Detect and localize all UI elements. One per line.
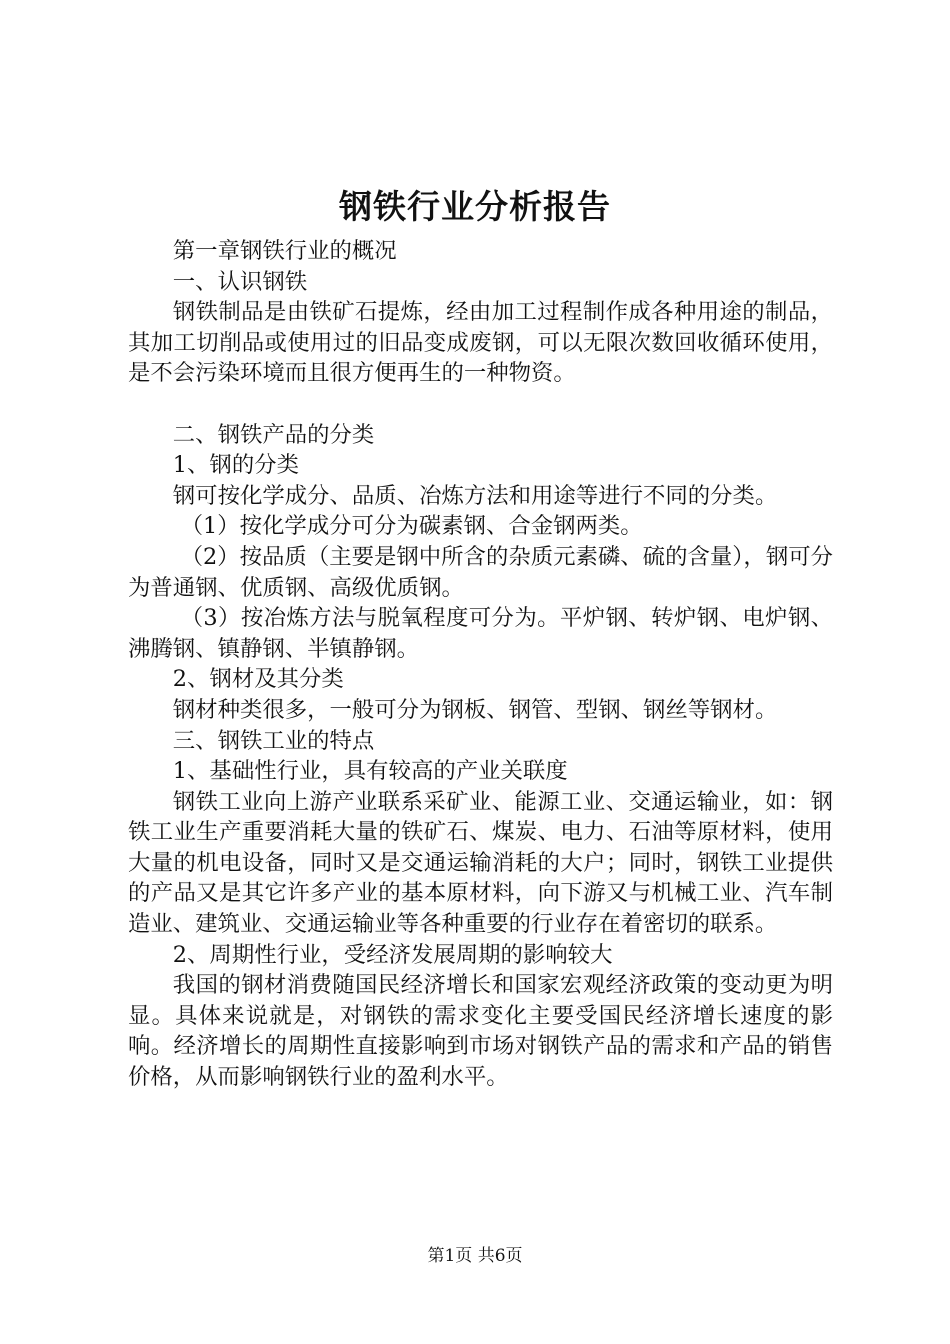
- list-item-quality: （2）按品质（主要是钢中所含的杂质元素磷、硫的含量），钢可分为普通钢、优质钢、高级优质钢。: [128, 543, 833, 601]
- list-item-smelting-method: （3）按冶炼方法与脱氧程度可分为。平炉钢、转炉钢、电炉钢、沸腾钢、镇静钢、半镇静钢。: [128, 605, 833, 662]
- paragraph-intro: 钢铁制品是由铁矿石提炼，经由加工过程制作成各种用途的制品，其加工切削品或使用过的旧品变成废钢，可以无限次数回收循环使用，是不会污染环境而且很方便再生的一种物资。: [128, 299, 833, 387]
- subsection-heading-steel-products: 2、钢材及其分类: [172, 666, 344, 693]
- subsection-heading-cyclical-industry: 2、周期性行业，受经济发展周期的影响较大: [172, 941, 613, 968]
- list-item-chemical-composition: （1）按化学成分可分为碳素钢、合金钢两类。: [180, 513, 643, 540]
- document-body: [128, 236, 833, 1093]
- section-heading-1: 一、认识钢铁: [172, 268, 308, 295]
- section-heading-2: 二、钢铁产品的分类: [172, 421, 375, 448]
- paragraph-cyclical-industry: 我国的钢材消费随国民经济增长和国家宏观经济政策的变动更为明显。具体来说就是，对钢铁的需求变化主要受国民经济增长速度的影响。经济增长的周期性直接影响到市场对钢铁产品的需求和产品的销售价格，从而影响钢铁行业的盈利水平。: [128, 972, 833, 1091]
- document-title: 钢铁行业分析报告: [339, 187, 611, 226]
- chapter-heading: 第一章钢铁行业的概况: [172, 238, 397, 264]
- blank-line: [128, 389, 833, 420]
- paragraph-basic-industry: 钢铁工业向上游产业联系采矿业、能源工业、交通运输业，如：钢铁工业生产重要消耗大量的铁矿石、煤炭、电力、石油等原材料，使用大量的机电设备，同时又是交通运输消耗的大户；同时，钢铁工业提供的产品又是其它许多产业的基本原材料，向下游又与机械工业、汽车制造业、建筑业、交通运输业等各种重要的行业存在着密切的联系。: [128, 788, 833, 938]
- section-heading-3: 三、钢铁工业的特点: [172, 727, 375, 754]
- paragraph-steel-products: 钢材种类很多，一般可分为钢板、钢管、型钢、钢丝等钢材。: [172, 696, 778, 723]
- subsection-heading-basic-industry: 1、基础性行业，具有较高的产业关联度: [172, 758, 568, 785]
- paragraph-steel-classification: 钢可按化学成分、品质、冶炼方法和用途等进行不同的分类。: [172, 482, 778, 509]
- subsection-heading-steel-classification: 1、钢的分类: [172, 452, 299, 479]
- page-footer: 第1页 共6页: [427, 1246, 523, 1266]
